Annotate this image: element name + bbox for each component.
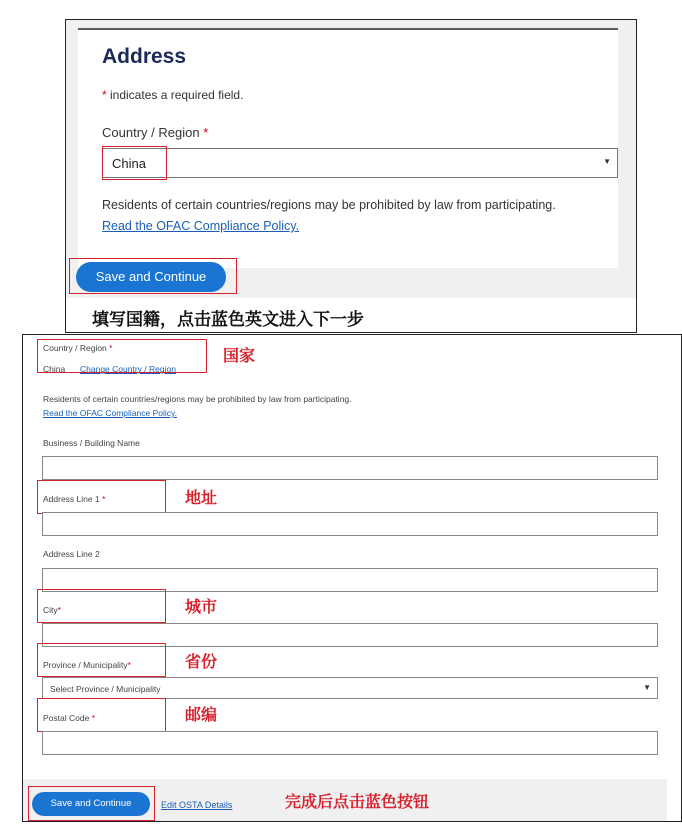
ofac-policy-link[interactable]: Read the OFAC Compliance Policy.	[43, 408, 178, 418]
address-title: Address	[102, 45, 187, 68]
required-star: *	[203, 125, 209, 140]
highlight-box-save	[28, 786, 155, 821]
top-screenshot-panel	[65, 19, 637, 333]
required-star: *	[91, 713, 95, 723]
address-line1-label-text: Address Line 1	[43, 494, 100, 504]
province-select-value: Select Province / Municipality	[50, 684, 161, 694]
annotation-save: 完成后点击蓝色按钮	[285, 794, 430, 811]
required-star: *	[127, 660, 131, 670]
country-label-text: Country / Region	[102, 125, 200, 140]
edit-osta-details-link[interactable]: Edit OSTA Details	[161, 800, 233, 810]
address-line1-input[interactable]	[42, 512, 658, 536]
country-label-text: Country / Region	[43, 343, 107, 353]
country-label	[102, 125, 208, 140]
annotation-province: 省份	[185, 654, 218, 671]
highlight-box-address	[37, 480, 166, 514]
country-value: China	[43, 364, 66, 374]
highlight-box-save	[69, 258, 237, 294]
annotation-postal: 邮编	[185, 707, 218, 724]
required-star: *	[109, 343, 113, 353]
annotation-country: 国家	[223, 348, 256, 365]
address-line2-label: Address Line 2	[43, 549, 100, 559]
province-label-text: Province / Municipality	[43, 660, 128, 670]
highlight-box-country	[102, 146, 167, 180]
required-star: *	[102, 494, 106, 504]
required-star: *	[102, 88, 107, 102]
residents-note: Residents of certain countries/regions may be prohibited by law from participating.	[102, 198, 556, 212]
instruction-caption: 填写国籍，点击蓝色英文进入下一步	[92, 310, 364, 329]
save-continue-button[interactable]: Save and Continue	[76, 262, 226, 292]
postal-code-input[interactable]	[42, 731, 658, 755]
highlight-box-city	[37, 589, 166, 623]
postal-code-label-text: Postal Code	[43, 713, 90, 723]
residents-note: Residents of certain countries/regions may be prohibited by law from participating.	[43, 394, 352, 404]
highlight-box-province	[37, 643, 166, 677]
highlight-box-postal	[37, 698, 166, 732]
change-country-link[interactable]: Change Country / Region	[80, 364, 176, 374]
address-card	[78, 28, 618, 268]
business-label: Business / Building Name	[43, 438, 140, 448]
province-select[interactable]	[42, 677, 658, 699]
chevron-down-icon: ▼	[643, 683, 651, 692]
required-star: *	[57, 605, 61, 615]
ofac-policy-link[interactable]: Read the OFAC Compliance Policy.	[102, 219, 300, 233]
highlight-box-country	[37, 339, 207, 373]
country-select-value: China	[112, 156, 146, 171]
annotation-city: 城市	[185, 599, 218, 616]
save-continue-button[interactable]: Save and Continue	[32, 792, 150, 816]
country-select[interactable]	[102, 148, 618, 178]
bottom-screenshot-panel	[22, 334, 682, 822]
chevron-down-icon: ▼	[603, 157, 611, 166]
annotation-address: 地址	[185, 490, 218, 507]
business-name-input[interactable]	[42, 456, 658, 480]
required-note	[102, 88, 243, 102]
required-note-text: indicates a required field.	[106, 88, 244, 102]
city-label-text: City	[43, 605, 58, 615]
